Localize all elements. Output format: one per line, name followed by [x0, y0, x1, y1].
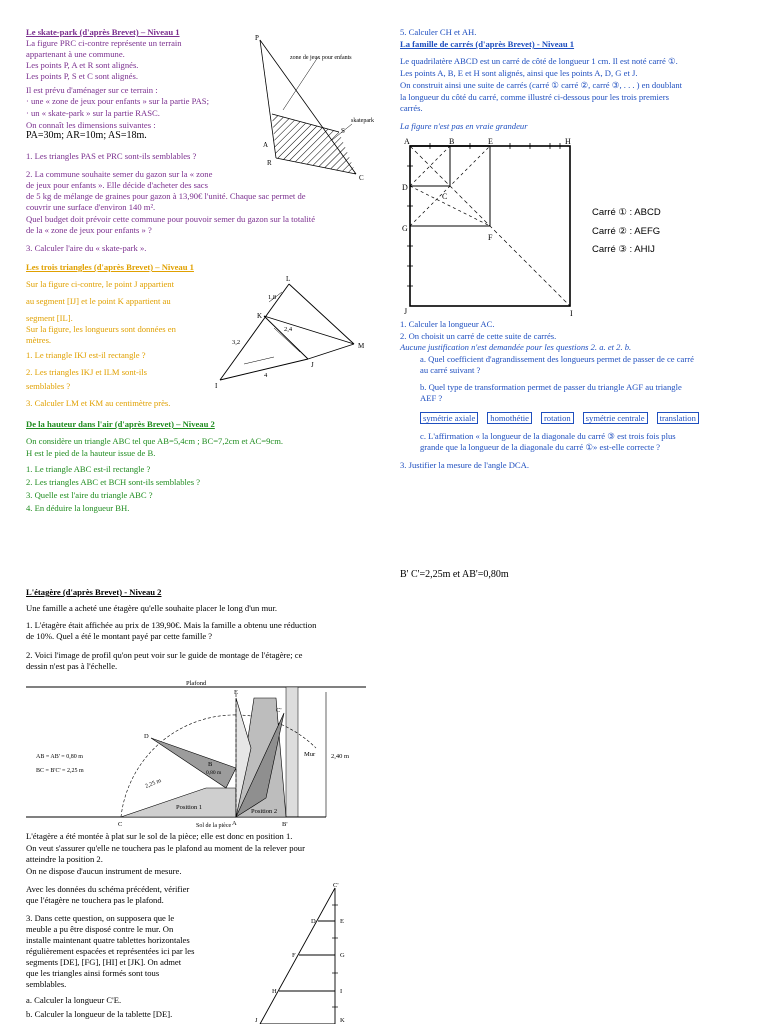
hauteur-line: On considère un triangle ABC tel que AB=5,4cm ; BC=7,2cm et AC=9cm. — [26, 436, 284, 446]
skate-q2: Quel budget doit prévoir cette commune pour pouvoir semer du gazon sur la totalité — [26, 214, 316, 224]
etagere-givens: B' C'=2,25m et AB'=0,80m — [400, 569, 509, 580]
point-label: I — [340, 988, 343, 995]
etagere-diagram — [26, 678, 366, 828]
point-label: M — [358, 342, 365, 350]
svg-text:C: C — [442, 192, 448, 201]
etagere-q3: meuble a pu être disposé contre le mur. On — [26, 924, 174, 934]
point-label: B' — [282, 821, 288, 828]
given-label: BC = B'C' = 2,25 m — [36, 768, 84, 774]
etagere-q1: 1. L'étagère était affichée au prix de 139,90€. Mais la famille a obtenu une réduction — [26, 620, 317, 630]
carres-q2b: b. Quel type de transformation permet de passer du triangle AGF au triangle — [420, 382, 682, 392]
trois-q2: 2. Les triangles IKJ et ILM sont-ils — [26, 367, 148, 377]
skate-line: La figure PRC ci-contre représente un terrain — [26, 38, 182, 48]
point-label: G — [340, 952, 345, 959]
skate-line: · une « zone de jeux pour enfants » sur la partie PAS; — [26, 96, 209, 106]
trois-line: mètres. — [26, 335, 52, 345]
trois-triangles-figure — [214, 272, 374, 390]
length-label: 4 — [264, 372, 268, 379]
svg-text:J: J — [404, 307, 408, 316]
trois-line: Sur la figure, les longueurs sont données en — [26, 324, 176, 334]
svg-text:I: I — [570, 309, 573, 318]
trois-line: au segment [IJ] et le point K appartient au — [26, 296, 171, 306]
skate-q1: 1. Les triangles PAS et PRC sont-ils semblables ? — [26, 151, 197, 161]
trois-line: Sur la figure ci-contre, le point J appartient — [26, 279, 174, 289]
skate-line: On connaît les dimensions suivantes : — [26, 120, 156, 130]
carres-q2-note: Aucune justification n'est demandée pour les questions 2. a. et 2. b. — [400, 342, 632, 352]
etagere-title: L'étagère (d'après Brevet) - Niveau 2 — [26, 587, 162, 597]
trois-line: segment [IL]. — [26, 313, 73, 323]
point-label: K — [340, 1017, 345, 1024]
choice-box[interactable]: symétrie centrale — [583, 412, 648, 424]
hauteur-title: De la hauteur dans l'air (d'après Brevet) – Niveau 2 — [26, 419, 215, 429]
point-label: H — [272, 988, 277, 995]
choice-box[interactable]: symétrie axiale — [420, 412, 478, 424]
carres-q2a: au carré suivant ? — [420, 365, 481, 375]
svg-text:D: D — [402, 183, 408, 192]
point-label: C' — [276, 707, 282, 714]
position-label: Position 2 — [251, 808, 278, 815]
etagere-text: L'étagère a été montée à plat sur le sol de la pièce; elle est donc en position 1. — [26, 831, 293, 841]
etagere-q3: semblables. — [26, 979, 67, 989]
skate-line: Il est prévu d'aménager sur ce terrain : — [26, 85, 158, 95]
carres-q2a: a. Quel coefficient d'agrandissement des longueurs permet de passer de ce carré — [420, 354, 694, 364]
trois-q1: 1. Le triangle IKJ est-il rectangle ? — [26, 350, 146, 360]
etagere-q1: de 10%. Quel a été le montant payé par cette famille ? — [26, 631, 213, 641]
hauteur-q3: 3. Quelle est l'aire du triangle ABC ? — [26, 490, 153, 500]
choice-box[interactable]: rotation — [541, 412, 574, 424]
svg-text:A: A — [404, 137, 410, 146]
etagere-text: On veut s'assurer qu'elle ne touchera pas le plafond au moment de la relever pour — [26, 843, 305, 853]
carres-line: carrés. — [400, 103, 423, 113]
point-label: P — [255, 34, 259, 42]
skate-q2: couvrir une surface d'environ 140 m². — [26, 202, 156, 212]
etagere-text: On ne dispose d'aucun instrument de mesure. — [26, 866, 182, 876]
etagere-intro: Une famille a acheté une étagère qu'elle souhaite placer le long d'un mur. — [26, 603, 278, 613]
length-label: 2,25 m — [144, 778, 163, 790]
trois-q3: 3. Calculer LM et KM au centimètre près. — [26, 398, 171, 408]
point-label: D — [311, 918, 316, 925]
carres-line: la longueur du côté du carré, comme illustré ci-dessous pour les trois premiers — [400, 92, 669, 102]
skate-q2: 2. La commune souhaite semer du gazon sur la « zone — [26, 169, 213, 179]
etagere-qa: a. Calculer la longueur C'E. — [26, 995, 122, 1005]
skate-park-figure — [248, 32, 388, 182]
point-label: C' — [333, 882, 339, 889]
etagere-q3: installe maintenant quatre tablettes horizontales — [26, 935, 190, 945]
point-label: S — [341, 127, 345, 135]
hauteur-q2: 2. Les triangles ABC et BCH sont-ils semblables ? — [26, 477, 201, 487]
point-label: I — [215, 382, 218, 390]
choice-box[interactable]: translation — [657, 412, 699, 424]
square-legend: Carré ③ : AHIJ — [592, 244, 655, 255]
point-label: A — [232, 820, 237, 827]
tablettes-figure — [255, 883, 365, 1024]
square-legend: Carré ① : ABCD — [592, 207, 661, 218]
length-label: 2,4 — [284, 326, 293, 333]
skate-line: appartenant à une commune. — [26, 49, 125, 59]
length-label: 0,80 m — [206, 770, 222, 776]
etagere-q3: segments [DE], [FG], [HI] et [JK]. On admet — [26, 957, 182, 967]
hauteur-q5: 5. Calculer CH et AH. — [400, 27, 477, 37]
skate-title: Le skate-park (d'après Brevet) – Niveau 1 — [26, 27, 180, 37]
skate-line: Les points P, A et R sont alignés. — [26, 60, 139, 70]
point-label: C — [359, 174, 364, 182]
svg-text:F: F — [488, 233, 493, 242]
skate-q2: de jeux pour enfants ». Elle décide d'acheter des sacs — [26, 180, 208, 190]
svg-text:B: B — [449, 137, 455, 146]
etagere-verify: que l'étagère ne touchera pas le plafond. — [26, 895, 164, 905]
point-label: J — [311, 361, 314, 369]
etagere-q2: 2. Voici l'image de profil qu'on peut voir sur le guide de montage de l'étagère; ce — [26, 650, 303, 660]
skate-q2: de la « zone de jeux pour enfants » ? — [26, 225, 152, 235]
choice-box[interactable]: homothétie — [487, 412, 532, 424]
hauteur-line: H est le pied de la hauteur issue de B. — [26, 448, 156, 458]
position-label: Position 1 — [176, 804, 203, 811]
point-label: K — [257, 312, 263, 320]
carres-line: On construit ainsi une suite de carrés (carré ① carré ②, carré ③, . . . ) en doublant — [400, 80, 683, 90]
point-label: R — [267, 159, 272, 167]
skatepark-label: skatepark — [351, 118, 374, 124]
hauteur-q1: 1. Le triangle ABC est-il rectangle ? — [26, 464, 151, 474]
length-label: 3,2 — [232, 339, 241, 346]
square-legend: Carré ② : AEFG — [592, 226, 661, 237]
etagere-verify: Avec les données du schéma précédent, vérifier — [26, 884, 190, 894]
svg-text:H: H — [565, 137, 571, 146]
skate-q3: 3. Calculer l'aire du « skate-park ». — [26, 243, 147, 253]
etagere-q3: régulièrement espacées et représentées ici par les — [26, 946, 195, 956]
etagere-qb: b. Calculer la longueur de la tablette [DE]. — [26, 1009, 173, 1019]
point-label: C — [118, 821, 123, 828]
height-label: 2,40 m — [331, 753, 350, 760]
carres-q1: 1. Calculer la longueur AC. — [400, 319, 495, 329]
floor-label: Sol de la pièce — [196, 823, 232, 829]
point-label: E — [234, 689, 238, 696]
given-label: AB = AB' = 0,80 m — [36, 754, 83, 760]
svg-text:E: E — [488, 137, 493, 146]
point-label: J — [255, 1017, 258, 1024]
carres-q2: 2. On choisit un carré de cette suite de carrés. — [400, 331, 557, 341]
wall-label: Mur — [304, 751, 316, 758]
carres-note: La figure n'est pas en vraie grandeur — [400, 121, 528, 131]
hauteur-q4: 4. En déduire la longueur BH. — [26, 503, 130, 513]
skate-q2: de 5 kg de mélange de graines pour gazon à 13,90€ l'unité. Chaque sac permet de — [26, 191, 306, 201]
skate-line: Les points P, S et C sont alignés. — [26, 71, 138, 81]
ceiling-label: Plafond — [186, 680, 207, 687]
point-label: B — [208, 761, 213, 768]
etagere-q2: dessin n'est pas à l'échelle. — [26, 661, 118, 671]
point-label: D — [144, 733, 149, 740]
point-label: A — [263, 141, 269, 149]
trois-q2: semblables ? — [26, 381, 71, 391]
svg-text:G: G — [402, 224, 408, 233]
skate-dimensions: PA=30m; AR=10m; AS=18m. — [26, 130, 147, 141]
point-label: L — [286, 275, 291, 283]
etagere-text: atteindre la position 2. — [26, 854, 103, 864]
carres-figure — [400, 136, 590, 316]
carres-line: Les points A, B, E et H sont alignés, ainsi que les points A, D, G et J. — [400, 68, 638, 78]
point-label: F — [292, 952, 296, 959]
carres-line: Le quadrilatère ABCD est un carré de côté de longueur 1 cm. Il est noté carré ①. — [400, 56, 678, 66]
carres-q2b: AEF ? — [420, 393, 443, 403]
trois-title: Les trois triangles (d'après Brevet) – Niveau 1 — [26, 262, 194, 272]
etagere-q3: que les triangles ainsi formés sont tous — [26, 968, 160, 978]
etagere-q3: 3. Dans cette question, on supposera que le — [26, 913, 175, 923]
transformation-choices — [420, 412, 708, 424]
point-label: E — [340, 918, 344, 925]
carres-title: La famille de carrés (d'après Brevet) - Niveau 1 — [400, 39, 575, 49]
carres-q2c: grande que la longueur de la diagonale du carré ①» est-elle correcte ? — [420, 442, 661, 452]
zone-label: zone de jeux pour enfants — [290, 55, 352, 61]
skate-line: · un « skate-park » sur la partie RASC. — [26, 108, 160, 118]
length-label: 1,8 — [268, 294, 277, 301]
carres-q2c: c. L'affirmation « la longueur de la diagonale du carré ③ est trois fois plus — [420, 431, 676, 441]
carres-q3: 3. Justifier la mesure de l'angle DCA. — [400, 460, 529, 470]
